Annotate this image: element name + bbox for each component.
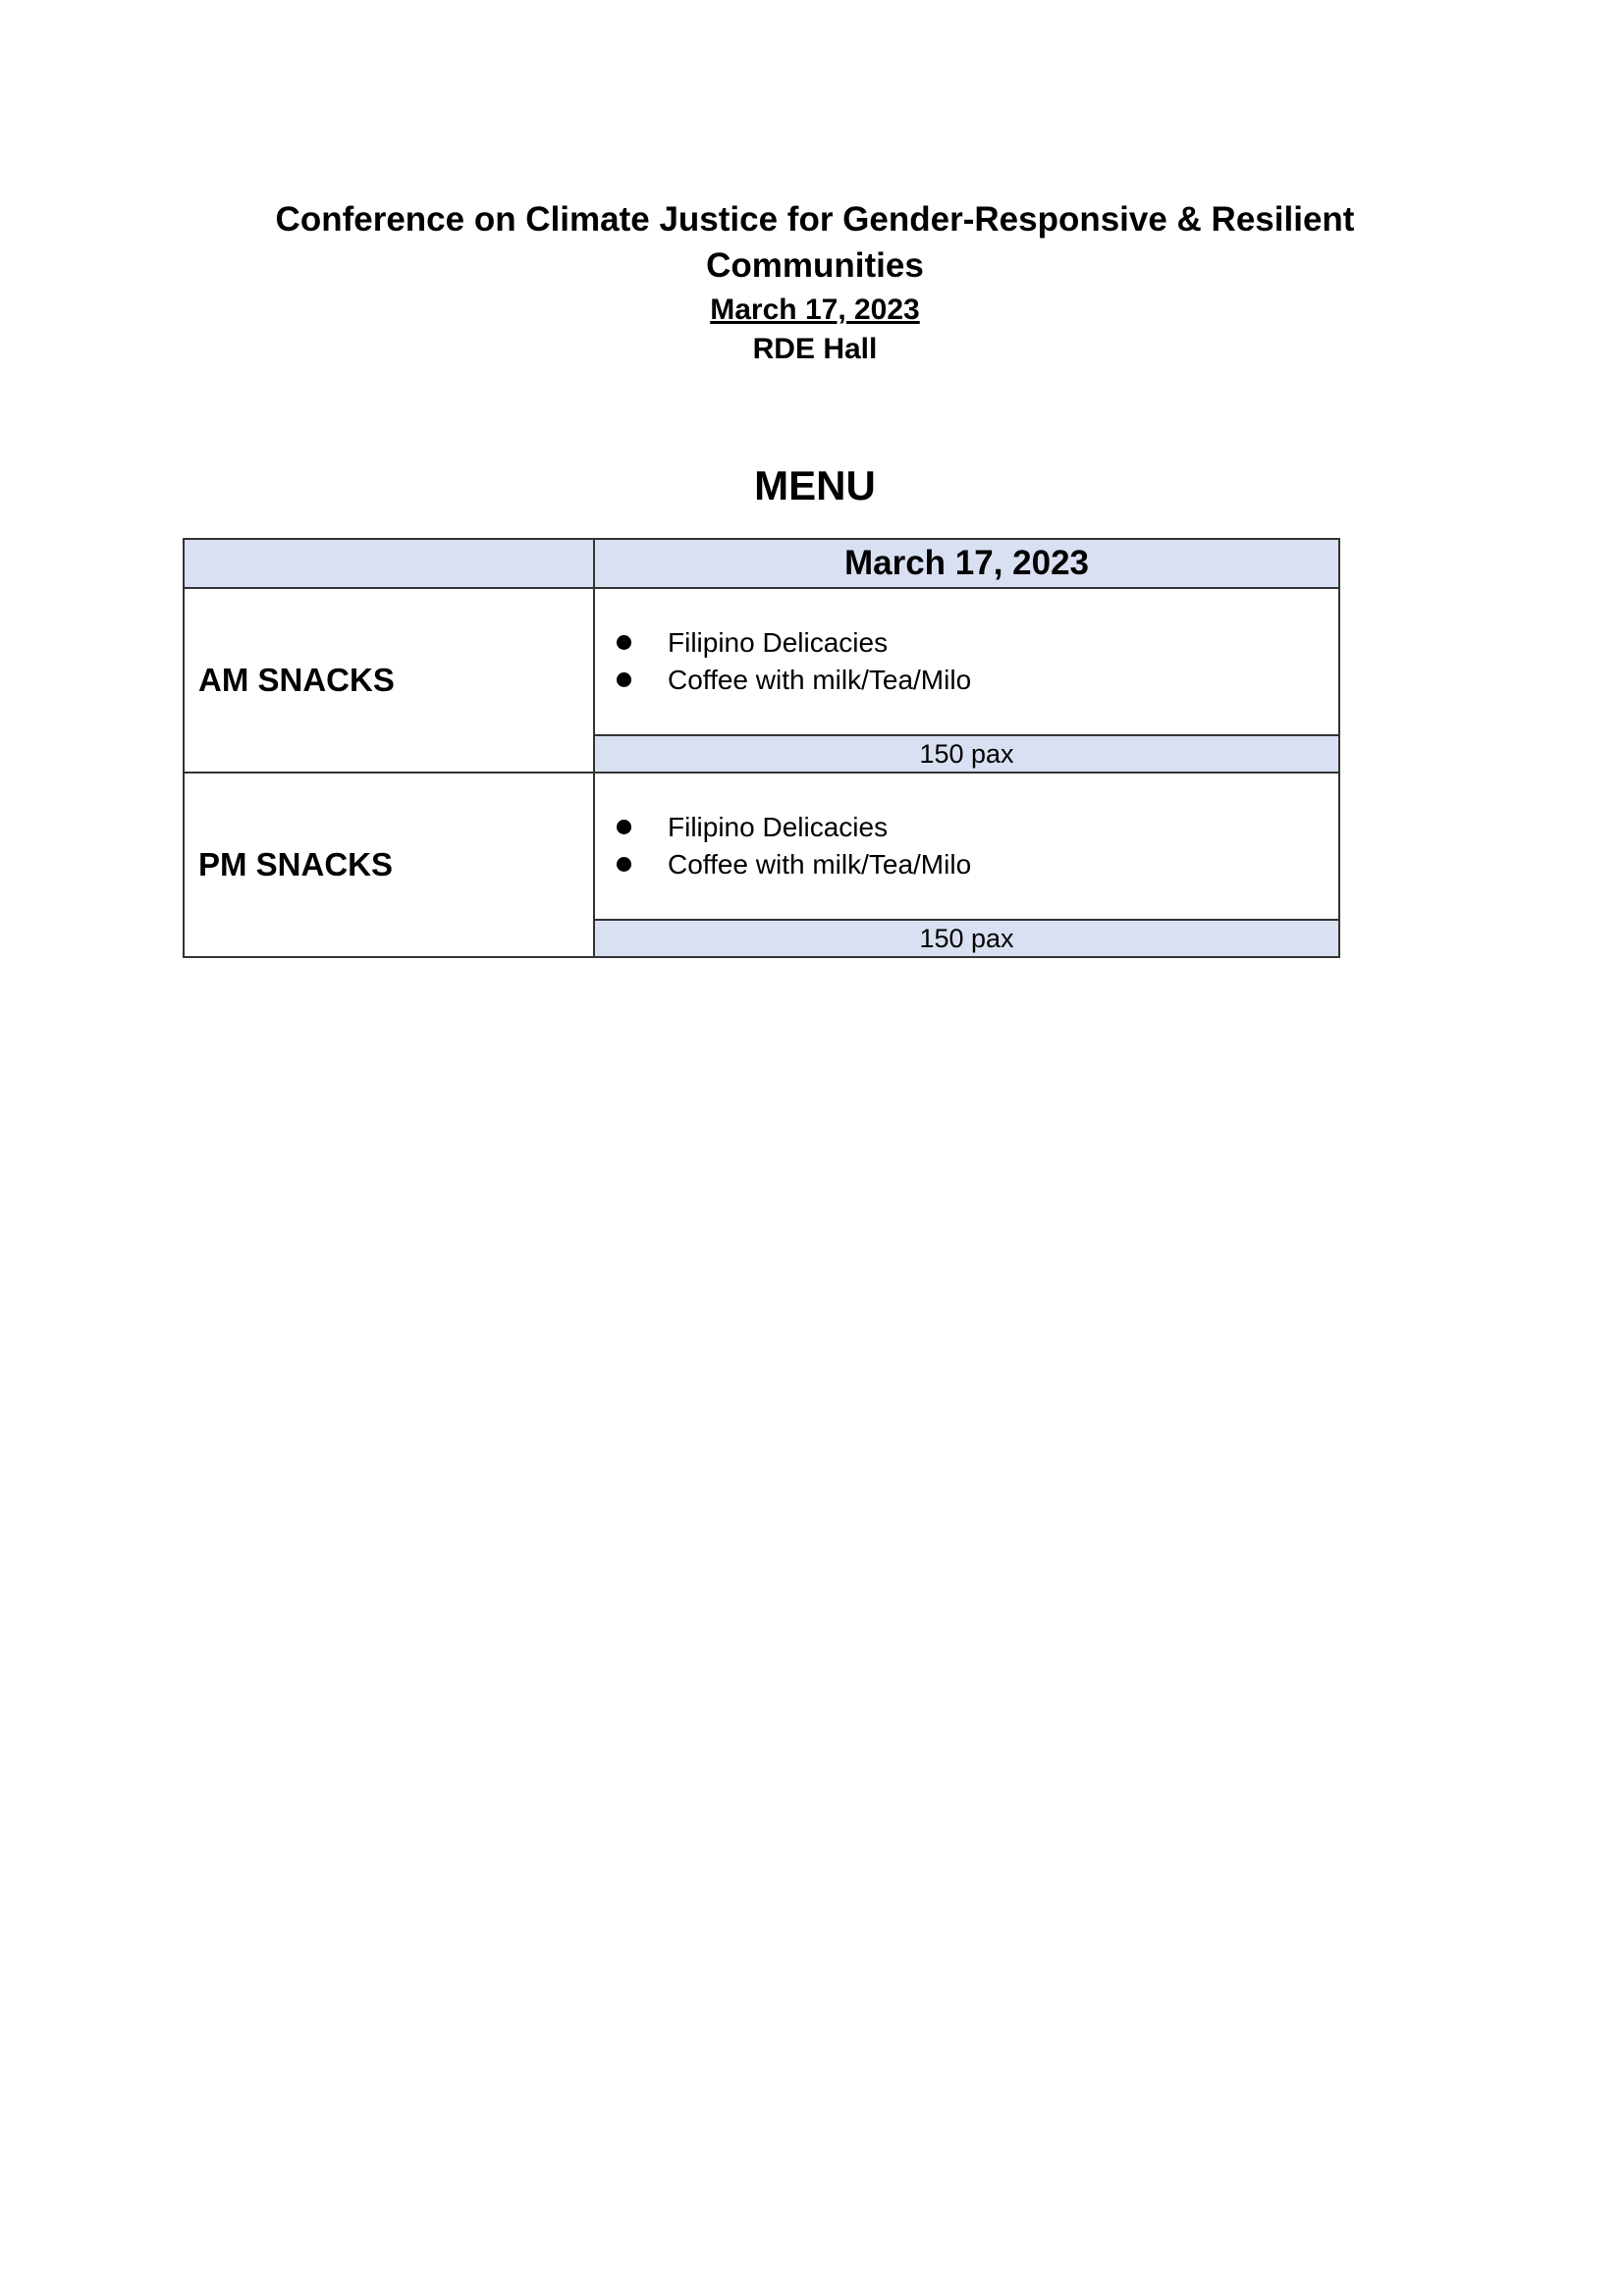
meal-items-list-am <box>595 624 1338 699</box>
document-header <box>275 196 1355 369</box>
list-item-text: Filipino Delicacies <box>668 627 889 658</box>
meal-items-list-pm <box>595 809 1338 883</box>
menu-heading: MENU <box>754 462 876 508</box>
meal-label-am-snacks: AM SNACKS <box>184 588 594 773</box>
pax-count-pm: 150 pax <box>594 920 1339 957</box>
meal-label-pm-snacks: PM SNACKS <box>184 773 594 957</box>
table-header-empty-cell <box>184 539 594 588</box>
document-date: March 17, 2023 <box>710 294 920 326</box>
table-row-pm-snacks <box>184 773 1339 920</box>
document-title: Conference on Climate Justice for Gender-Responsive & Resilient Communities <box>275 200 1355 285</box>
table-header-date: March 17, 2023 <box>594 539 1339 588</box>
bullet-icon <box>617 820 631 834</box>
list-item-text: Coffee with milk/Tea/Milo <box>668 665 972 695</box>
list-item-text: Coffee with milk/Tea/Milo <box>668 849 972 880</box>
meal-items-cell-am <box>594 588 1339 735</box>
document-venue: RDE Hall <box>752 333 878 365</box>
list-item-text: Filipino Delicacies <box>668 812 889 842</box>
menu-table <box>183 538 1340 958</box>
list-item <box>613 624 1338 662</box>
list-item <box>613 846 1338 883</box>
table-header-row <box>184 539 1339 588</box>
bullet-icon <box>617 672 631 687</box>
bullet-icon <box>617 857 631 872</box>
list-item <box>613 809 1338 846</box>
list-item <box>613 662 1338 699</box>
bullet-icon <box>617 635 631 650</box>
meal-items-cell-pm <box>594 773 1339 920</box>
pax-count-am: 150 pax <box>594 735 1339 773</box>
table-row-am-snacks <box>184 588 1339 735</box>
